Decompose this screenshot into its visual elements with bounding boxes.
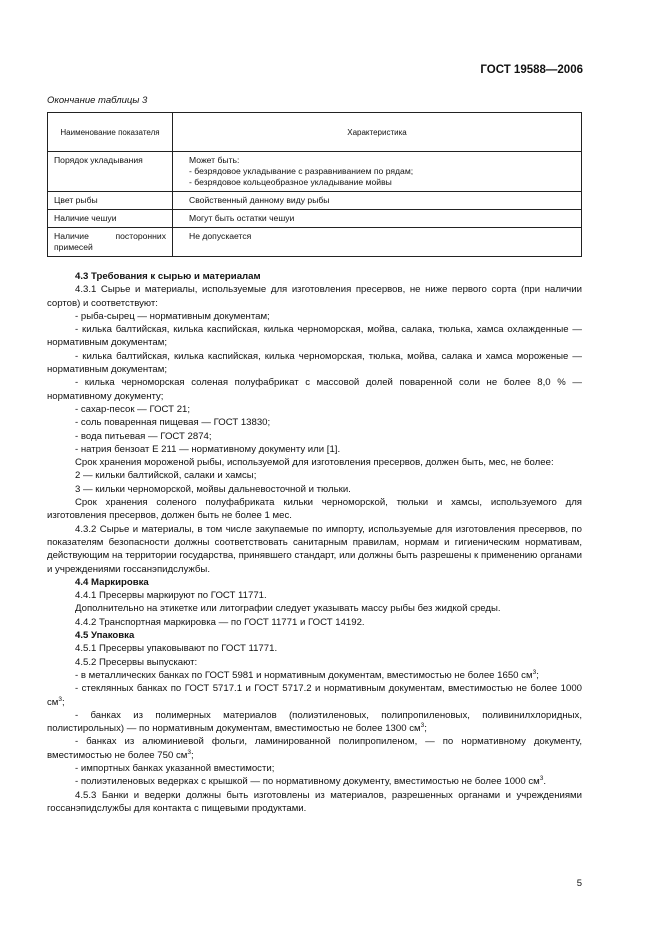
- paragraph-tail: ;: [191, 749, 194, 761]
- paragraph-text: 4.4.1 Пресервы маркируют по ГОСТ 11771.: [75, 590, 267, 602]
- paragraph-tail: ;: [424, 723, 427, 735]
- page-number: 5: [576, 878, 582, 889]
- paragraph: [47, 789, 582, 816]
- table-cell-value: [173, 228, 582, 257]
- table-cell-value: [173, 192, 582, 210]
- paragraph-text: - стеклянных банках по ГОСТ 5717.1 и ГОСТ 5717.2 и нормативным документам, вместимостью не более 1000 см: [47, 683, 582, 708]
- table-row: [48, 210, 582, 228]
- paragraph: [47, 775, 582, 788]
- paragraph-text: - килька балтийская, килька каспийская, килька черноморская, тюлька, мойва, салака и хамса мороженые — нормативным документам;: [47, 350, 582, 376]
- paragraph-text: 4.5.1 Пресервы упаковывают по ГОСТ 11771.: [75, 643, 278, 655]
- superscript: 3: [187, 748, 191, 756]
- paragraph-text: - импортных банках указанной вместимости;: [75, 762, 275, 774]
- paragraph: [47, 323, 582, 350]
- table-row: [48, 192, 582, 210]
- paragraph-text: - рыба-сырец — нормативным документам;: [75, 310, 270, 322]
- paragraph: [47, 669, 582, 682]
- paragraph: [47, 709, 582, 736]
- paragraph: [47, 496, 582, 523]
- paragraph-text: 2 — кильки балтийской, салаки и хамсы;: [75, 470, 257, 482]
- paragraph: [47, 310, 582, 323]
- paragraph-text: Дополнительно на этикетке или литографии следует указывать массу рыбы без жидкой среды.: [75, 603, 501, 615]
- paragraph-text: 4.4 Маркировка: [75, 576, 149, 588]
- paragraph-tail: .: [543, 776, 547, 788]
- table-cell-name: Порядок укладывания: [48, 152, 173, 192]
- table-cell-name: Цвет рыбы: [48, 192, 173, 210]
- superscript: 3: [58, 695, 63, 703]
- paragraph: [47, 602, 582, 615]
- table-cell-line: Может быть:: [189, 155, 240, 165]
- paragraph-text: - полиэтиленовых ведерках с крышкой — по нормативному документу, вместимостью не более 1000 см: [75, 776, 540, 788]
- document-body: [47, 270, 582, 815]
- paragraph-tail: ;: [62, 696, 65, 708]
- table-cell-line: - безрядовое укладывание с разравниванием по рядам;: [189, 166, 414, 176]
- paragraph-text: Срок хранения соленого полуфабриката кильки черноморской, тюльки и хамсы, используемого для изготовления пресервов, должен быть не более 1 мес.: [47, 497, 582, 522]
- section-heading: [47, 629, 582, 642]
- paragraph-text: - сахар-песок — ГОСТ 21;: [75, 403, 191, 415]
- section-heading: [47, 576, 582, 589]
- paragraph: [47, 616, 582, 629]
- paragraph: [47, 443, 582, 456]
- superscript: 3: [539, 775, 544, 783]
- superscript: 3: [532, 668, 537, 676]
- paragraph: [47, 430, 582, 443]
- paragraph: [47, 735, 582, 762]
- table-cell-line: - безрядовое кольцеобразное укладывание мойвы: [189, 177, 392, 187]
- paragraph: [47, 456, 582, 469]
- paragraph-text: 4.4.2 Транспортная маркировка — по ГОСТ 11771 и ГОСТ 14192.: [75, 616, 365, 628]
- paragraph-text: - натрия бензоат Е 211 — нормативному документу или [1].: [75, 443, 341, 455]
- table-cell-name: Наличие посторонних примесей: [48, 228, 173, 257]
- paragraph: [47, 589, 582, 602]
- paragraph-text: 3 — кильки черноморской, мойвы дальневосточной и тюльки.: [75, 483, 351, 495]
- table-cell-value: [173, 210, 582, 228]
- paragraph-text: 4.3.2 Сырье и материалы, в том числе закупаемые по импорту, используемые для изготовления пресервов, по показателям безопасности должны соответствовать санитарным правилам, нормам и гигиеническим нормативам, действующим на территории государства, принявшего стандарт, или должны быть разрешены к применению органами и учреждениями госсанэпидслужбы.: [47, 523, 582, 575]
- paragraph-text: - килька черноморская соленая полуфабрикат с массовой долей поваренной соли не более 8,0 % — нормативному документу;: [47, 377, 582, 402]
- paragraph: [47, 283, 582, 310]
- paragraph-text: Срок хранения мороженой рыбы, используемой для изготовления пресервов, должен быть, мес, не более:: [75, 457, 554, 469]
- document-header-code: ГОСТ 19588—2006: [480, 64, 583, 76]
- paragraph: [47, 762, 582, 775]
- paragraph: [47, 416, 582, 429]
- table-row: [48, 152, 582, 192]
- table-cell-line: Не допускается: [189, 231, 252, 241]
- table-header-characteristic: Характеристика: [173, 113, 582, 152]
- paragraph: [47, 682, 582, 709]
- table-cell-line: Могут быть остатки чешуи: [189, 213, 295, 223]
- characteristics-table: [47, 112, 582, 257]
- paragraph-tail: ;: [536, 669, 539, 681]
- paragraph: [47, 376, 582, 403]
- paragraph: [47, 469, 582, 482]
- paragraph: [47, 403, 582, 416]
- paragraph: [47, 523, 582, 576]
- paragraph-text: - банках из полимерных материалов (полиэтиленовых, полипропиленовых, поливинилхлоридных, полистирольных) — по нормативным документам, вместимостью не более 1300 см: [47, 709, 582, 735]
- table-row: [48, 228, 582, 257]
- table-cell-value: [173, 152, 582, 192]
- table-cell-line: Свойственный данному виду рыбы: [189, 195, 330, 205]
- paragraph-text: - соль поваренная пищевая — ГОСТ 13830;: [75, 417, 271, 429]
- paragraph: [47, 656, 582, 669]
- table-caption: Окончание таблицы 3: [47, 95, 148, 106]
- paragraph-text: 4.5 Упаковка: [75, 630, 135, 642]
- paragraph-text: 4.3 Требования к сырью и материалам: [75, 271, 261, 282]
- paragraph: [47, 483, 582, 496]
- section-heading: [47, 270, 582, 283]
- paragraph-text: - банках из алюминиевой фольги, ламинированной полипропиленом, — по нормативному документу, вместимостью не более 750 см: [47, 736, 582, 761]
- paragraph-text: - вода питьевая — ГОСТ 2874;: [75, 430, 212, 442]
- paragraph-text: 4.5.3 Банки и ведерки должны быть изготовлены из материалов, разрешенных органами и учреждениями госсанэпидслужбы для контакта с пищевыми продуктами.: [47, 789, 582, 814]
- paragraph: [47, 642, 582, 655]
- superscript: 3: [420, 721, 425, 729]
- table-cell-name: Наличие чешуи: [48, 210, 173, 228]
- paragraph-text: 4.3.1 Сырье и материалы, используемые для изготовления пресервов, не ниже первого сорта (при наличии сортов) и соответствуют:: [47, 284, 582, 309]
- paragraph-text: - в металлических банках по ГОСТ 5981 и нормативным документам, вместимостью не более 1650 см: [75, 669, 533, 681]
- paragraph-text: - килька балтийская, килька каспийская, килька черноморская, мойва, салака, тюлька, хамса охлажденные — нормативным документам;: [47, 324, 582, 349]
- paragraph-text: 4.5.2 Пресервы выпускают:: [75, 656, 198, 668]
- paragraph: [47, 350, 582, 377]
- table-header-row: [48, 113, 582, 152]
- table-header-name: Наименование показателя: [48, 113, 173, 152]
